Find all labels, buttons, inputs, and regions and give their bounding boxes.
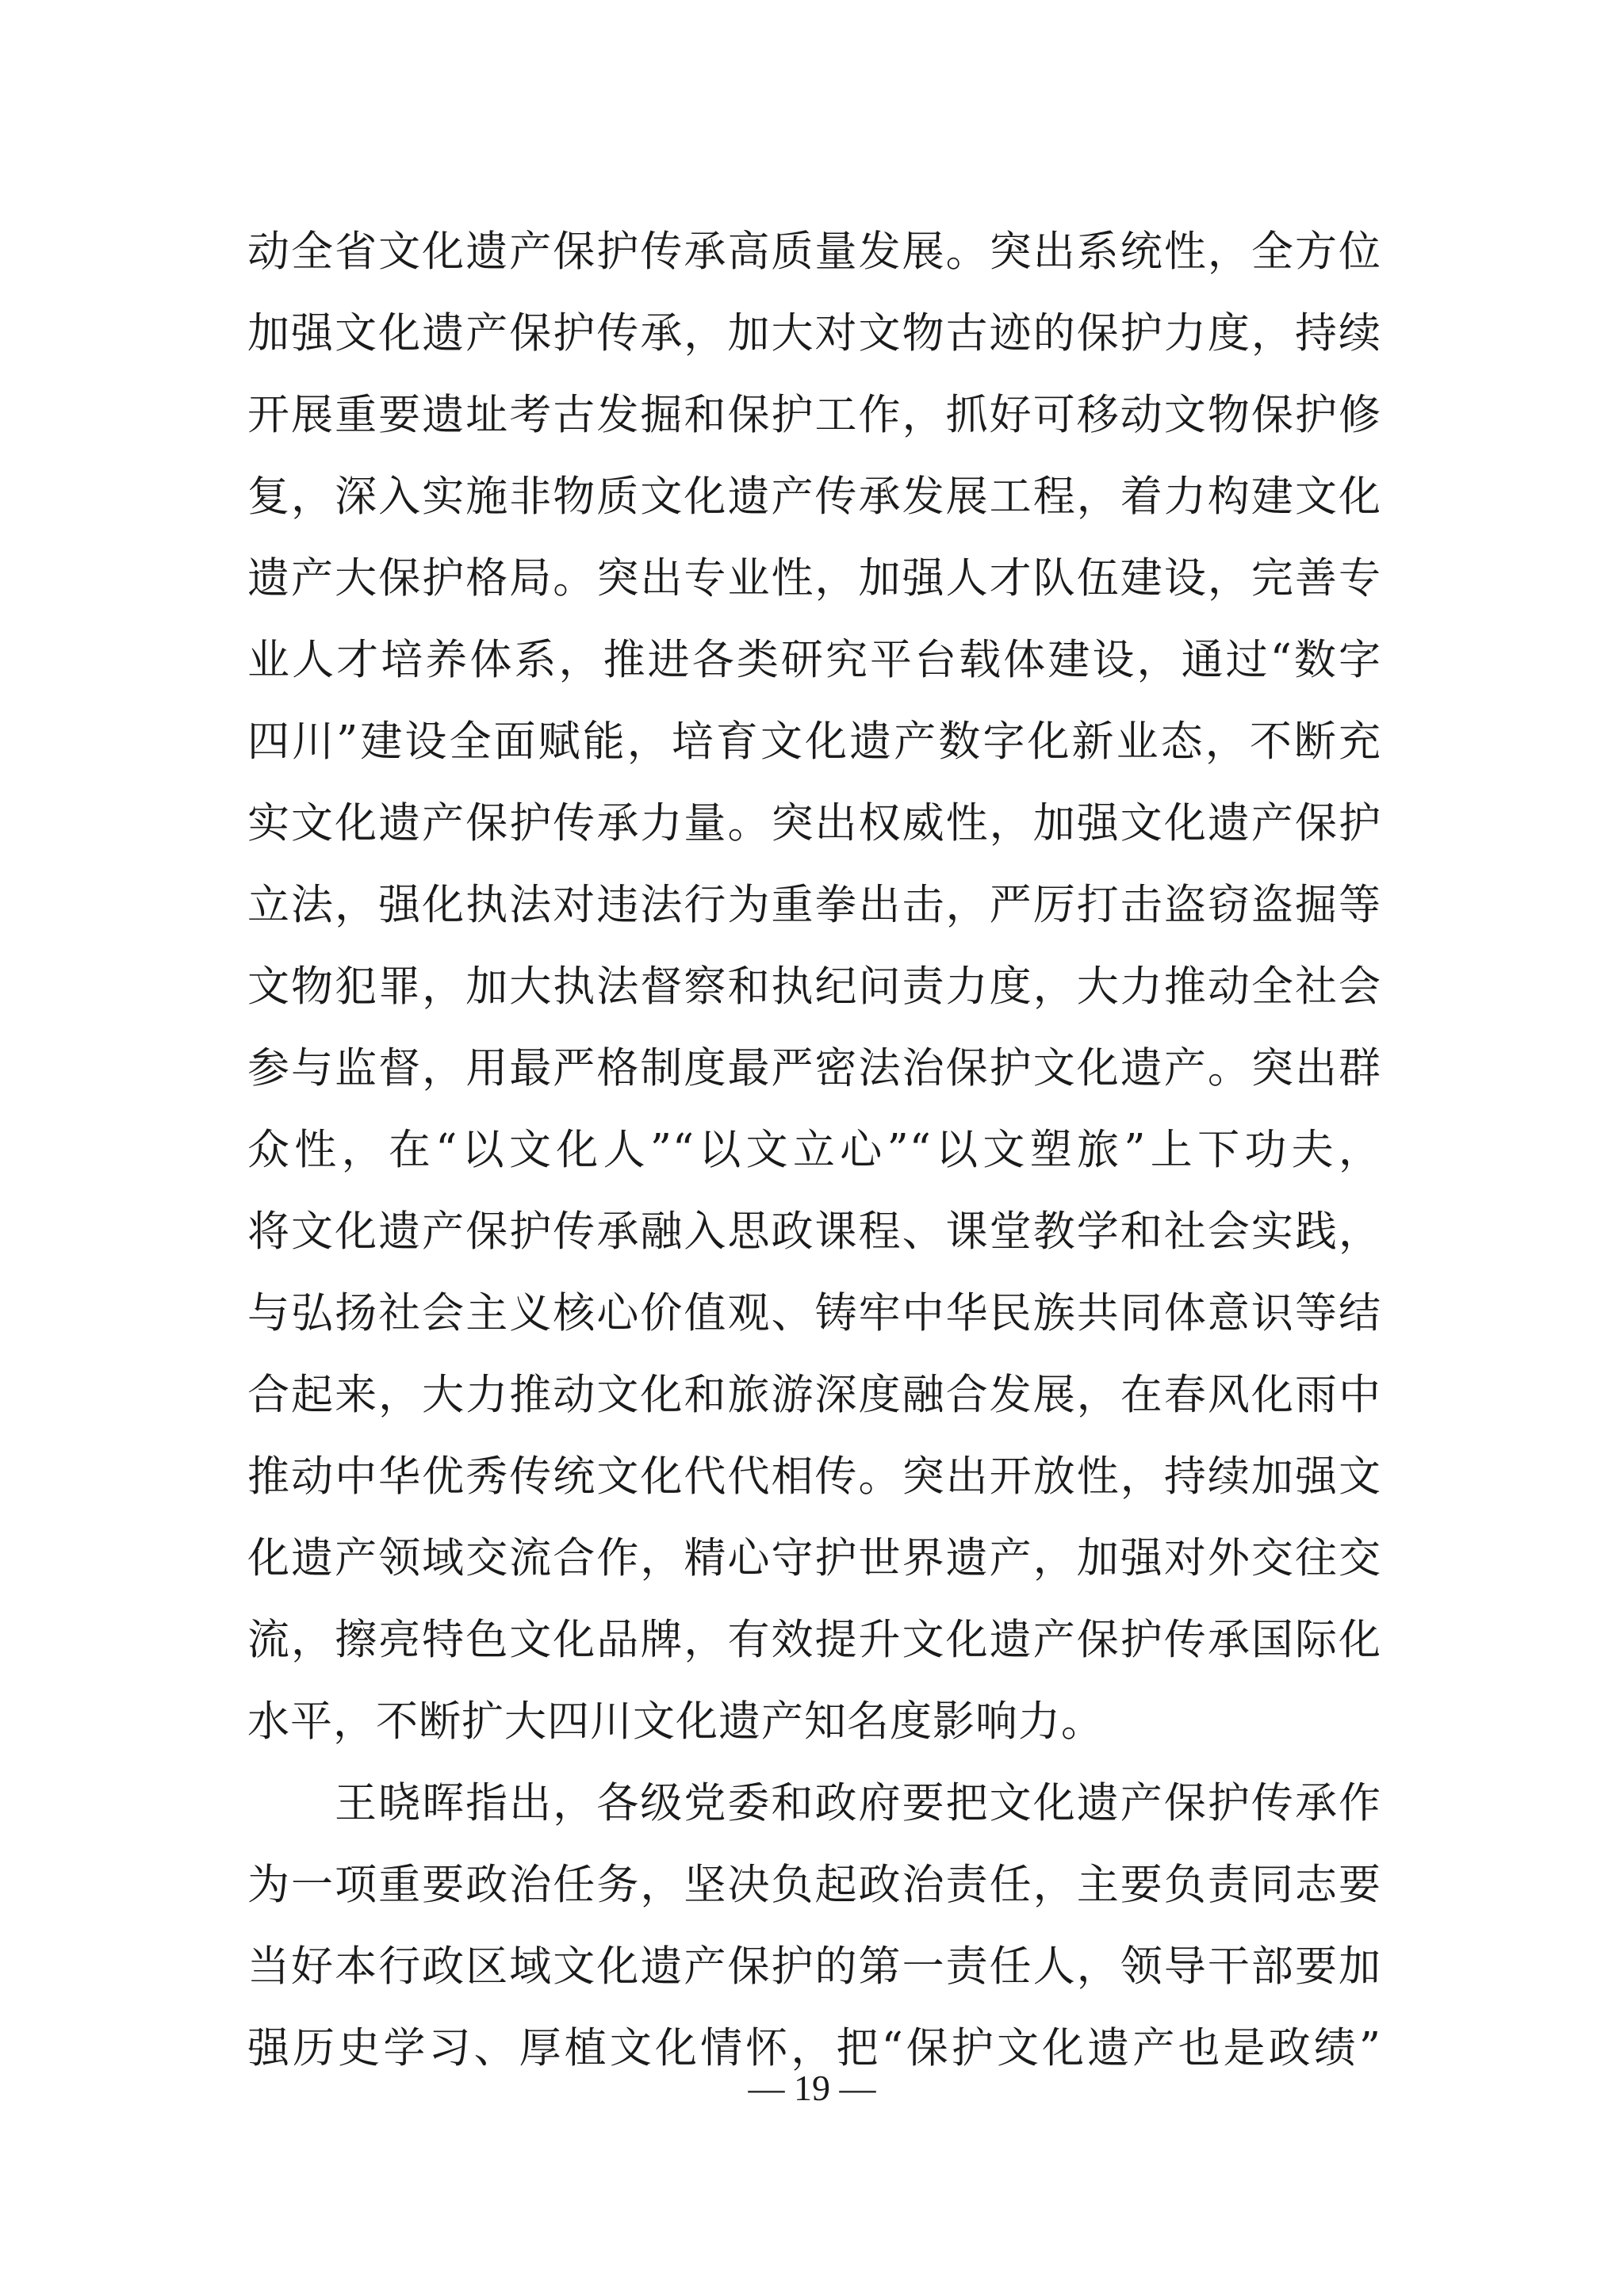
text-line: 文物犯罪，加大执法督察和执纪问责力度，大力推动全社会 <box>247 962 1381 1011</box>
text-line: 推动中华优秀传统文化代代相传。突出开放性，持续加强文 <box>247 1452 1381 1501</box>
paragraph-start-line: 王晓晖指出，各级党委和政府要把文化遗产保护传承作 <box>335 1779 1381 1827</box>
text-line: 强历史学习、厚植文化情怀，把“保护文化遗产也是政绩” <box>247 2024 1381 2072</box>
text-line: 合起来，大力推动文化和旅游深度融合发展，在春风化雨中 <box>247 1371 1381 1419</box>
text-line: 动全省文化遗产保护传承高质量发展。突出系统性，全方位 <box>247 228 1381 276</box>
text-line: 众性，在“以文化人”“以文立心”“以文塑旅”上下功夫， <box>247 1126 1381 1174</box>
text-line: 为一项重要政治任务，坚决负起政治责任，主要负责同志要 <box>247 1861 1381 1909</box>
text-line: 业人才培养体系，推进各类研究平台载体建设，通过“数字 <box>247 636 1381 684</box>
text-line: 遗产大保护格局。突出专业性，加强人才队伍建设，完善专 <box>247 554 1381 603</box>
text-line: 四川”建设全面赋能，培育文化遗产数字化新业态，不断充 <box>247 718 1381 766</box>
text-line: 当好本行政区域文化遗产保护的第一责任人，领导干部要加 <box>247 1942 1381 1991</box>
text-line: 与弘扬社会主义核心价值观、铸牢中华民族共同体意识等结 <box>247 1289 1381 1337</box>
text-line: 开展重要遗址考古发掘和保护工作，抓好可移动文物保护修 <box>247 391 1381 439</box>
text-line: 实文化遗产保护传承力量。突出权威性，加强文化遗产保护 <box>247 799 1381 848</box>
text-line: 加强文化遗产保护传承，加大对文物古迹的保护力度，持续 <box>247 309 1381 358</box>
page-number: — 19 — <box>748 2068 876 2108</box>
text-line: 参与监督，用最严格制度最严密法治保护文化遗产。突出群 <box>247 1044 1381 1093</box>
text-line: 化遗产领域交流合作，精心守护世界遗产，加强对外交往交 <box>247 1534 1381 1582</box>
paragraph-end-line: 水平，不断扩大四川文化遗产知名度影响力。 <box>247 1697 1104 1746</box>
text-line: 流，擦亮特色文化品牌，有效提升文化遗产保护传承国际化 <box>247 1616 1381 1664</box>
text-line: 将文化遗产保护传承融入思政课程、课堂教学和社会实践， <box>247 1207 1381 1256</box>
text-line: 复，深入实施非物质文化遗产传承发展工程，着力构建文化 <box>247 473 1381 521</box>
text-line: 立法，强化执法对违法行为重拳出击，严厉打击盗窃盗掘等 <box>247 881 1381 929</box>
body-text <box>247 211 1381 2089</box>
